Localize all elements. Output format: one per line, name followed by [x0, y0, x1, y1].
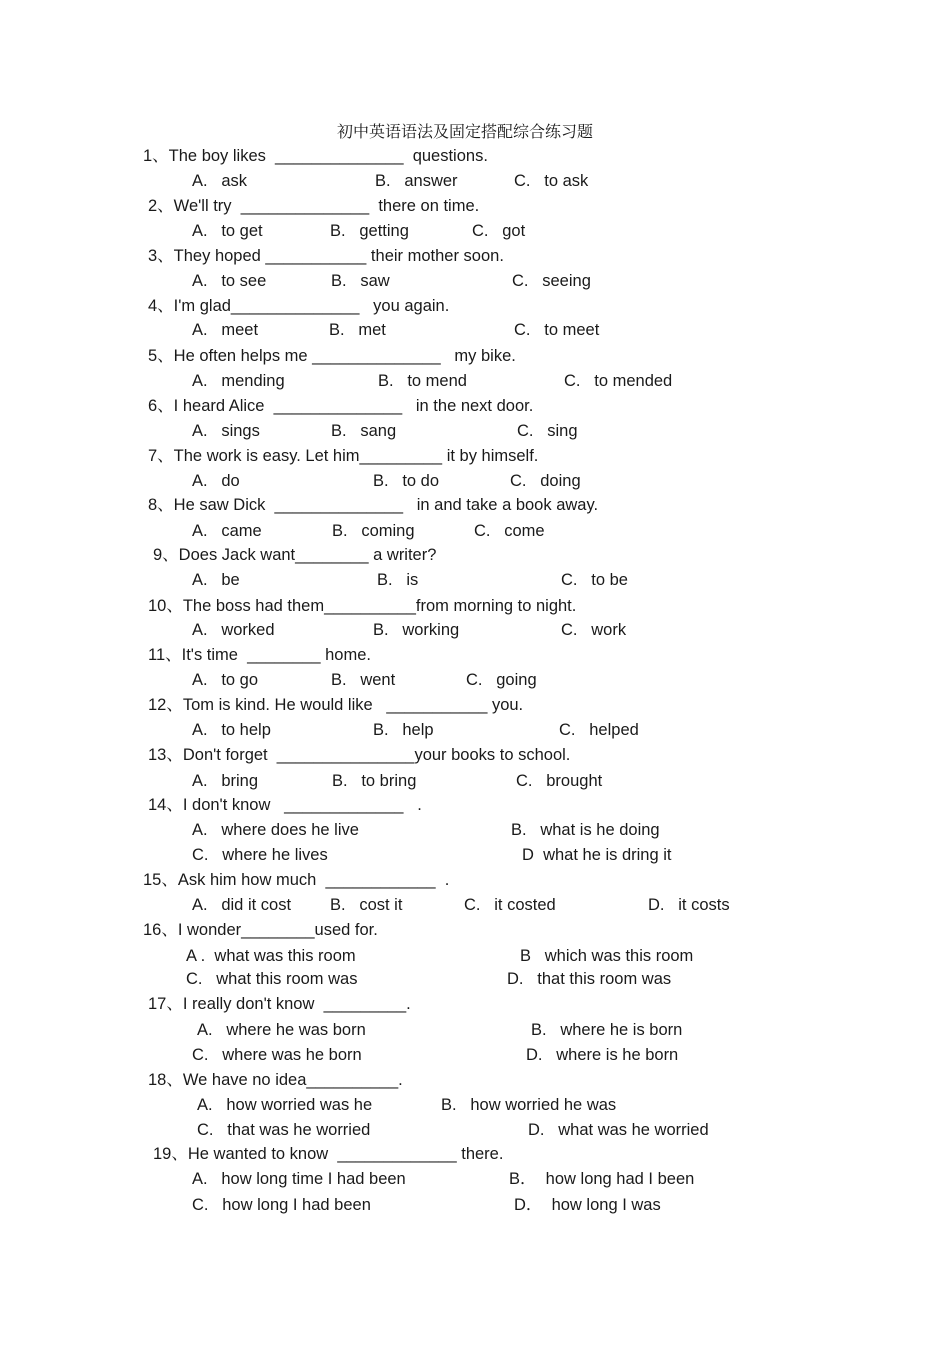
question-13-option-c: C. brought — [516, 772, 603, 790]
question-7-option-a: A. do — [192, 472, 240, 490]
question-14-option-d: D what he is dring it — [522, 846, 672, 864]
question-18-option-d: D. what was he worried — [528, 1121, 709, 1139]
question-13-option-b: B. to bring — [332, 772, 417, 790]
question-9: 9、Does Jack want________ a writer? — [153, 546, 437, 564]
question-15-option-d: D. it costs — [648, 896, 730, 914]
question-11: 11、It's time ________ home. — [148, 646, 371, 664]
question-5-option-b: B. to mend — [378, 372, 467, 390]
question-19-option-b: B． how long had I been — [509, 1170, 695, 1188]
question-4-option-b: B. met — [329, 321, 386, 339]
question-2-option-c: C. got — [472, 222, 526, 240]
question-2: 2、We'll try ______________ there on time. — [148, 197, 480, 215]
question-11-option-b: B. went — [331, 671, 396, 689]
question-3-option-b: B. saw — [331, 272, 390, 290]
question-19-option-d: D． how long I was — [514, 1196, 661, 1214]
question-16-option-a: A . what was this room — [186, 947, 356, 965]
question-16-option-d: D. that this room was — [507, 970, 672, 988]
question-17-option-d: D. where is he born — [526, 1046, 679, 1064]
question-9-option-b: B. is — [377, 571, 419, 589]
question-14: 14、I don't know _____________ . — [148, 796, 422, 814]
question-7: 7、The work is easy. Let him_________ it by himself. — [148, 447, 539, 465]
page-title: 初中英语语法及固定搭配综合练习题 — [336, 122, 593, 141]
question-13-option-a: A. bring — [192, 772, 259, 790]
question-8-option-c: C. come — [474, 522, 545, 540]
question-16-option-b: B which was this room — [520, 947, 694, 965]
question-8: 8、He saw Dick ______________ in and take a book away. — [148, 496, 599, 514]
question-16-option-c: C. what this room was — [186, 970, 358, 988]
question-3-option-a: A. to see — [192, 272, 267, 290]
question-5-option-a: A. mending — [192, 372, 285, 390]
question-19-option-c: C. how long I had been — [192, 1196, 371, 1214]
question-12-option-b: B. help — [373, 721, 434, 739]
question-8-option-a: A. came — [192, 522, 262, 540]
question-4-option-a: A. meet — [192, 321, 259, 339]
question-19: 19、He wanted to know _____________ there. — [153, 1145, 504, 1163]
question-18: 18、We have no idea__________. — [148, 1071, 403, 1089]
question-18-option-a: A. how worried was he — [197, 1096, 373, 1114]
question-8-option-b: B. coming — [332, 522, 415, 540]
question-2-option-a: A. to get — [192, 222, 263, 240]
question-17-option-b: B. where he is born — [531, 1021, 683, 1039]
question-7-option-c: C. doing — [510, 472, 581, 490]
question-5: 5、He often helps me ______________ my bike. — [148, 347, 516, 365]
question-5-option-c: C. to mended — [564, 372, 673, 390]
question-15: 15、Ask him how much ____________ . — [143, 871, 450, 889]
question-1-option-b: B. answer — [375, 172, 458, 190]
question-17: 17、I really don't know _________. — [148, 995, 411, 1013]
question-15-option-a: A. did it cost — [192, 896, 292, 914]
question-3-option-c: C. seeing — [512, 272, 591, 290]
question-3: 3、They hoped ___________ their mother soon. — [148, 247, 504, 265]
question-4: 4、I'm glad______________ you again. — [148, 297, 450, 315]
question-6: 6、I heard Alice ______________ in the next door. — [148, 397, 534, 415]
question-2-option-b: B. getting — [330, 222, 409, 240]
question-10-option-b: B. working — [373, 621, 460, 639]
question-6-option-a: A. sings — [192, 422, 260, 440]
question-18-option-b: B. how worried he was — [441, 1096, 617, 1114]
question-7-option-b: B. to do — [373, 472, 440, 490]
question-1-option-c: C. to ask — [514, 172, 589, 190]
question-10-option-c: C. work — [561, 621, 627, 639]
question-10: 10、The boss had them__________from morning to night. — [148, 597, 577, 615]
question-6-option-c: C. sing — [517, 422, 578, 440]
question-17-option-c: C. where was he born — [192, 1046, 362, 1064]
question-12-option-c: C. helped — [559, 721, 639, 739]
question-11-option-c: C. going — [466, 671, 537, 689]
question-14-option-a: A. where does he live — [192, 821, 359, 839]
question-9-option-c: C. to be — [561, 571, 628, 589]
question-1: 1、The boy likes ______________ questions. — [143, 147, 488, 165]
question-14-option-c: C. where he lives — [192, 846, 328, 864]
question-4-option-c: C. to meet — [514, 321, 600, 339]
question-11-option-a: A. to go — [192, 671, 259, 689]
question-13: 13、Don't forget _______________your books to school. — [148, 746, 571, 764]
question-14-option-b: B. what is he doing — [511, 821, 660, 839]
question-15-option-b: B. cost it — [330, 896, 403, 914]
question-12-option-a: A. to help — [192, 721, 271, 739]
question-18-option-c: C. that was he worried — [197, 1121, 371, 1139]
question-15-option-c: C. it costed — [464, 896, 556, 914]
question-19-option-a: A. how long time I had been — [192, 1170, 406, 1188]
question-12: 12、Tom is kind. He would like ___________ you. — [148, 696, 524, 714]
question-1-option-a: A. ask — [192, 172, 248, 190]
question-9-option-a: A. be — [192, 571, 240, 589]
question-16: 16、I wonder________used for. — [143, 921, 378, 939]
question-10-option-a: A. worked — [192, 621, 275, 639]
question-17-option-a: A. where he was born — [197, 1021, 366, 1039]
question-6-option-b: B. sang — [331, 422, 397, 440]
